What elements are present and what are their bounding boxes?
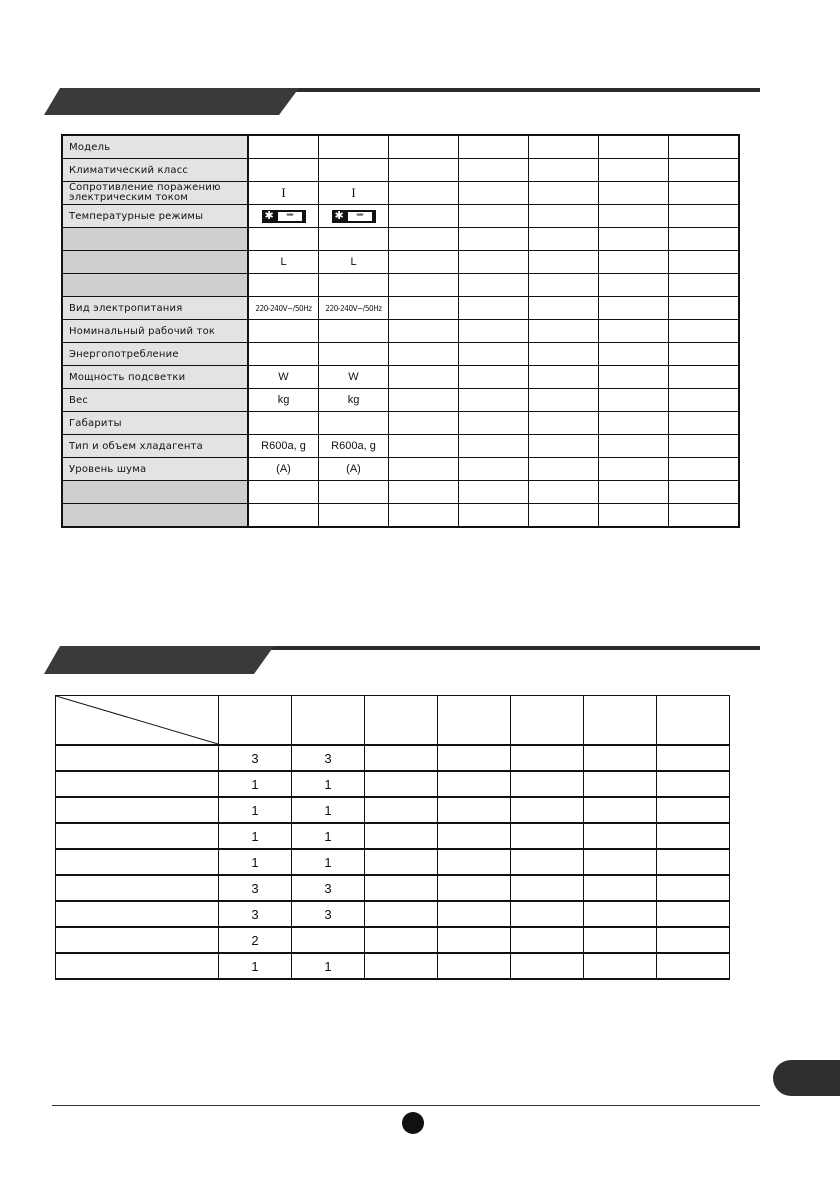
spec-value-empty bbox=[669, 228, 740, 251]
spec-value bbox=[319, 435, 389, 458]
spec-row bbox=[62, 228, 739, 251]
accessory-quantity-empty bbox=[365, 849, 438, 875]
spec-label: Вид электропитания bbox=[62, 297, 248, 320]
accessory-quantity-empty bbox=[438, 875, 511, 901]
accessory-quantity-empty bbox=[438, 953, 511, 979]
spec-value-empty bbox=[669, 504, 740, 528]
spec-value-empty bbox=[459, 159, 529, 182]
accessory-name bbox=[56, 901, 219, 927]
accessory-quantity-empty bbox=[584, 875, 657, 901]
spec-value-empty bbox=[669, 251, 740, 274]
spec-value-empty bbox=[669, 481, 740, 504]
spec-row bbox=[62, 320, 739, 343]
spec-value bbox=[248, 412, 319, 435]
spec-value-empty bbox=[669, 274, 740, 297]
spec-value-empty bbox=[389, 343, 459, 366]
spec-value-empty bbox=[529, 504, 599, 528]
spec-value-empty bbox=[599, 228, 669, 251]
spec-value-empty bbox=[599, 389, 669, 412]
footer-rule bbox=[52, 1105, 760, 1106]
spec-value-empty bbox=[459, 228, 529, 251]
spec-value-empty bbox=[389, 182, 459, 205]
header-col bbox=[657, 696, 730, 746]
accessory-quantity-empty bbox=[657, 745, 730, 771]
accessory-name bbox=[56, 823, 219, 849]
spec-value-empty bbox=[459, 343, 529, 366]
spec-value bbox=[319, 320, 389, 343]
language-tab bbox=[773, 1060, 840, 1096]
spec-value-text: I bbox=[281, 185, 286, 200]
spec-value-text: R600a, g bbox=[261, 440, 306, 452]
freezer-star-rating-icon: ✱ *** bbox=[332, 210, 376, 223]
spec-row bbox=[62, 389, 739, 412]
accessory-name bbox=[56, 771, 219, 797]
spec-value-empty bbox=[599, 366, 669, 389]
spec-value-empty bbox=[529, 228, 599, 251]
spec-row bbox=[62, 435, 739, 458]
spec-value-empty bbox=[599, 251, 669, 274]
accessory-quantity: 3 bbox=[292, 901, 365, 927]
spec-value-empty bbox=[389, 274, 459, 297]
spec-value-empty bbox=[459, 205, 529, 228]
accessory-quantity-empty bbox=[657, 823, 730, 849]
spec-value bbox=[319, 251, 389, 274]
accessory-row bbox=[56, 823, 730, 849]
spec-value-empty bbox=[529, 297, 599, 320]
spec-value bbox=[319, 297, 389, 320]
accessory-quantity-empty bbox=[438, 745, 511, 771]
spec-value bbox=[248, 251, 319, 274]
accessory-quantity: 1 bbox=[292, 953, 365, 979]
spec-label: Уровень шума bbox=[62, 458, 248, 481]
spec-value-text: W bbox=[278, 371, 289, 383]
spec-value-text: L bbox=[280, 256, 287, 268]
spec-value bbox=[248, 435, 319, 458]
accessory-quantity-empty bbox=[657, 875, 730, 901]
spec-value bbox=[319, 159, 389, 182]
accessory-name bbox=[56, 849, 219, 875]
specifications-table bbox=[61, 134, 740, 528]
header-col bbox=[292, 696, 365, 746]
accessory-name bbox=[56, 875, 219, 901]
spec-value-empty bbox=[529, 182, 599, 205]
spec-value-empty bbox=[669, 412, 740, 435]
spec-value-empty bbox=[529, 205, 599, 228]
accessory-quantity-empty bbox=[365, 823, 438, 849]
spec-value-empty bbox=[389, 458, 459, 481]
spec-label: Габариты bbox=[62, 412, 248, 435]
accessory-row bbox=[56, 927, 730, 953]
header-col bbox=[365, 696, 438, 746]
spec-value-empty bbox=[389, 135, 459, 159]
accessory-row bbox=[56, 797, 730, 823]
spec-value bbox=[248, 458, 319, 481]
accessory-quantity: 1 bbox=[292, 797, 365, 823]
spec-value-empty bbox=[669, 389, 740, 412]
accessory-row bbox=[56, 953, 730, 979]
accessory-row bbox=[56, 875, 730, 901]
spec-value-empty bbox=[529, 435, 599, 458]
spec-value-empty bbox=[599, 458, 669, 481]
spec-row bbox=[62, 366, 739, 389]
spec-value bbox=[319, 205, 389, 228]
spec-value-empty bbox=[389, 205, 459, 228]
accessory-quantity-empty bbox=[511, 875, 584, 901]
spec-value-empty bbox=[459, 412, 529, 435]
accessory-quantity: 1 bbox=[219, 849, 292, 875]
spec-row bbox=[62, 182, 739, 205]
accessory-quantity-empty bbox=[657, 849, 730, 875]
accessory-quantity: 1 bbox=[292, 823, 365, 849]
accessory-quantity-empty bbox=[511, 745, 584, 771]
spec-label: Вес bbox=[62, 389, 248, 412]
accessory-row bbox=[56, 849, 730, 875]
spec-value-empty bbox=[529, 481, 599, 504]
accessory-name bbox=[56, 953, 219, 979]
header-col bbox=[584, 696, 657, 746]
accessory-quantity-empty bbox=[438, 823, 511, 849]
accessory-quantity bbox=[292, 927, 365, 953]
spec-value bbox=[248, 481, 319, 504]
accessory-name bbox=[56, 797, 219, 823]
spec-row bbox=[62, 274, 739, 297]
spec-value-empty bbox=[459, 366, 529, 389]
spec-value-empty bbox=[529, 251, 599, 274]
spec-row bbox=[62, 251, 739, 274]
accessory-row bbox=[56, 901, 730, 927]
spec-label: Температурные режимы bbox=[62, 205, 248, 228]
spec-value-empty bbox=[529, 389, 599, 412]
accessory-quantity: 1 bbox=[219, 771, 292, 797]
spec-value bbox=[248, 159, 319, 182]
accessory-quantity-empty bbox=[365, 745, 438, 771]
accessories-table bbox=[55, 695, 730, 980]
spec-label: Модель bbox=[62, 135, 248, 159]
accessory-quantity-empty bbox=[365, 797, 438, 823]
spec-value-empty bbox=[669, 205, 740, 228]
spec-label bbox=[62, 274, 248, 297]
accessory-quantity-empty bbox=[657, 953, 730, 979]
header-col bbox=[511, 696, 584, 746]
spec-value bbox=[248, 366, 319, 389]
spec-value-empty bbox=[529, 159, 599, 182]
accessory-row bbox=[56, 771, 730, 797]
spec-value-empty bbox=[389, 159, 459, 182]
page-number-marker bbox=[402, 1112, 424, 1134]
accessory-quantity: 3 bbox=[292, 745, 365, 771]
spec-value-empty bbox=[459, 182, 529, 205]
spec-value-empty bbox=[529, 343, 599, 366]
spec-value-empty bbox=[599, 297, 669, 320]
spec-label bbox=[62, 504, 248, 528]
spec-value bbox=[319, 135, 389, 159]
spec-value-empty bbox=[599, 205, 669, 228]
spec-value-empty bbox=[529, 274, 599, 297]
spec-value bbox=[319, 481, 389, 504]
spec-value-empty bbox=[669, 182, 740, 205]
spec-value-empty bbox=[459, 251, 529, 274]
spec-value-empty bbox=[529, 412, 599, 435]
accessory-quantity-empty bbox=[438, 927, 511, 953]
accessory-quantity-empty bbox=[438, 797, 511, 823]
spec-value-empty bbox=[669, 343, 740, 366]
accessory-quantity: 1 bbox=[219, 823, 292, 849]
spec-value bbox=[248, 320, 319, 343]
spec-value bbox=[319, 182, 389, 205]
spec-value bbox=[319, 343, 389, 366]
spec-value bbox=[248, 135, 319, 159]
accessory-quantity: 3 bbox=[219, 901, 292, 927]
accessory-quantity-empty bbox=[365, 901, 438, 927]
accessory-quantity-empty bbox=[511, 849, 584, 875]
spec-value-empty bbox=[389, 297, 459, 320]
spec-row bbox=[62, 504, 739, 528]
accessory-quantity-empty bbox=[365, 953, 438, 979]
spec-label: Тип и объем хладагента bbox=[62, 435, 248, 458]
spec-value bbox=[248, 228, 319, 251]
accessory-quantity: 3 bbox=[219, 745, 292, 771]
section-2-header-tab bbox=[44, 646, 274, 674]
accessory-name bbox=[56, 927, 219, 953]
spec-label: Энергопотребление bbox=[62, 343, 248, 366]
spec-row bbox=[62, 458, 739, 481]
spec-value-empty bbox=[389, 389, 459, 412]
spec-value-empty bbox=[389, 366, 459, 389]
spec-value-empty bbox=[599, 343, 669, 366]
spec-value-empty bbox=[389, 320, 459, 343]
accessory-quantity-empty bbox=[657, 797, 730, 823]
spec-row bbox=[62, 159, 739, 182]
accessory-quantity: 1 bbox=[219, 953, 292, 979]
spec-label: Номинальный рабочий ток bbox=[62, 320, 248, 343]
spec-value-empty bbox=[599, 159, 669, 182]
accessory-quantity-empty bbox=[438, 901, 511, 927]
spec-value-empty bbox=[459, 481, 529, 504]
spec-value-text: I bbox=[351, 185, 356, 200]
spec-value-text: (A) bbox=[276, 463, 291, 475]
accessories-header-row bbox=[56, 696, 730, 746]
header-col bbox=[219, 696, 292, 746]
spec-value-empty bbox=[389, 251, 459, 274]
spec-row bbox=[62, 135, 739, 159]
spec-value-empty bbox=[669, 435, 740, 458]
accessory-quantity-empty bbox=[438, 771, 511, 797]
accessory-quantity-empty bbox=[584, 745, 657, 771]
spec-value-text: 220-240V~/50Hz bbox=[255, 304, 312, 313]
spec-value-empty bbox=[669, 320, 740, 343]
spec-value-text: kg bbox=[277, 394, 290, 406]
spec-value-empty bbox=[669, 366, 740, 389]
accessory-quantity-empty bbox=[584, 823, 657, 849]
spec-value-empty bbox=[459, 135, 529, 159]
diagonal-line bbox=[56, 696, 218, 744]
spec-value-empty bbox=[599, 412, 669, 435]
spec-value bbox=[319, 458, 389, 481]
spec-value-empty bbox=[389, 412, 459, 435]
accessory-quantity-empty bbox=[584, 901, 657, 927]
accessory-quantity-empty bbox=[511, 823, 584, 849]
spec-row bbox=[62, 481, 739, 504]
spec-value-empty bbox=[459, 458, 529, 481]
section-2-rule bbox=[265, 646, 760, 650]
section-1-header-tab bbox=[44, 88, 299, 115]
spec-value-empty bbox=[459, 435, 529, 458]
spec-row bbox=[62, 297, 739, 320]
spec-value-empty bbox=[389, 504, 459, 528]
accessory-quantity-empty bbox=[657, 927, 730, 953]
accessory-quantity-empty bbox=[584, 771, 657, 797]
spec-value-text: (A) bbox=[346, 463, 361, 475]
spec-value-empty bbox=[459, 320, 529, 343]
spec-value-empty bbox=[599, 481, 669, 504]
accessory-quantity-empty bbox=[511, 901, 584, 927]
accessory-quantity-empty bbox=[438, 849, 511, 875]
spec-value-empty bbox=[459, 504, 529, 528]
accessory-quantity: 1 bbox=[219, 797, 292, 823]
spec-value-empty bbox=[529, 135, 599, 159]
spec-label bbox=[62, 251, 248, 274]
section-1-rule bbox=[290, 88, 760, 92]
spec-value-empty bbox=[389, 481, 459, 504]
spec-label: Сопротивление поражению электрическим током bbox=[62, 182, 248, 205]
spec-value bbox=[319, 389, 389, 412]
accessory-quantity: 3 bbox=[219, 875, 292, 901]
spec-value-empty bbox=[599, 504, 669, 528]
accessory-quantity: 1 bbox=[292, 849, 365, 875]
accessory-name bbox=[56, 745, 219, 771]
accessory-quantity-empty bbox=[657, 771, 730, 797]
spec-value-text: kg bbox=[347, 394, 360, 406]
spec-value-empty bbox=[389, 435, 459, 458]
spec-value-text: L bbox=[350, 256, 357, 268]
accessory-quantity-empty bbox=[511, 797, 584, 823]
spec-label: Климатический класс bbox=[62, 159, 248, 182]
accessory-quantity-empty bbox=[584, 849, 657, 875]
spec-value-empty bbox=[459, 274, 529, 297]
accessory-quantity: 2 bbox=[219, 927, 292, 953]
spec-value-empty bbox=[529, 320, 599, 343]
spec-value bbox=[319, 366, 389, 389]
spec-value-empty bbox=[389, 228, 459, 251]
spec-value-empty bbox=[459, 297, 529, 320]
spec-value bbox=[319, 274, 389, 297]
accessory-quantity-empty bbox=[584, 797, 657, 823]
spec-value-text: R600a, g bbox=[331, 440, 376, 452]
spec-value-empty bbox=[599, 274, 669, 297]
spec-row bbox=[62, 343, 739, 366]
accessory-quantity-empty bbox=[584, 927, 657, 953]
spec-value bbox=[319, 228, 389, 251]
accessory-quantity-empty bbox=[365, 771, 438, 797]
spec-value-empty bbox=[529, 366, 599, 389]
accessory-quantity-empty bbox=[511, 927, 584, 953]
spec-value bbox=[319, 412, 389, 435]
spec-value bbox=[248, 274, 319, 297]
accessory-quantity-empty bbox=[511, 771, 584, 797]
spec-value-text: 220-240V~/50Hz bbox=[325, 304, 382, 313]
spec-value bbox=[248, 504, 319, 528]
spec-value bbox=[248, 389, 319, 412]
accessory-quantity-empty bbox=[657, 901, 730, 927]
accessory-quantity-empty bbox=[365, 875, 438, 901]
spec-value bbox=[248, 297, 319, 320]
spec-value bbox=[248, 182, 319, 205]
spec-value-empty bbox=[669, 297, 740, 320]
spec-label: Мощность подсветки bbox=[62, 366, 248, 389]
header-col bbox=[438, 696, 511, 746]
accessory-quantity: 3 bbox=[292, 875, 365, 901]
spec-value-empty bbox=[599, 320, 669, 343]
spec-row bbox=[62, 412, 739, 435]
spec-value bbox=[248, 343, 319, 366]
accessory-row bbox=[56, 745, 730, 771]
accessory-quantity-empty bbox=[511, 953, 584, 979]
spec-label bbox=[62, 481, 248, 504]
spec-value-empty bbox=[529, 458, 599, 481]
spec-value-empty bbox=[669, 458, 740, 481]
spec-value-empty bbox=[669, 135, 740, 159]
accessory-quantity: 1 bbox=[292, 771, 365, 797]
diagonal-header-cell bbox=[56, 696, 219, 746]
spec-value-empty bbox=[599, 182, 669, 205]
spec-value-empty bbox=[669, 159, 740, 182]
spec-value-empty bbox=[599, 135, 669, 159]
accessory-quantity-empty bbox=[584, 953, 657, 979]
freezer-star-rating-icon: ✱ *** bbox=[262, 210, 306, 223]
accessory-quantity-empty bbox=[365, 927, 438, 953]
spec-value-empty bbox=[459, 389, 529, 412]
spec-label bbox=[62, 228, 248, 251]
spec-row bbox=[62, 205, 739, 228]
spec-value-empty bbox=[599, 435, 669, 458]
spec-value bbox=[319, 504, 389, 528]
spec-value-text: W bbox=[348, 371, 359, 383]
spec-value bbox=[248, 205, 319, 228]
